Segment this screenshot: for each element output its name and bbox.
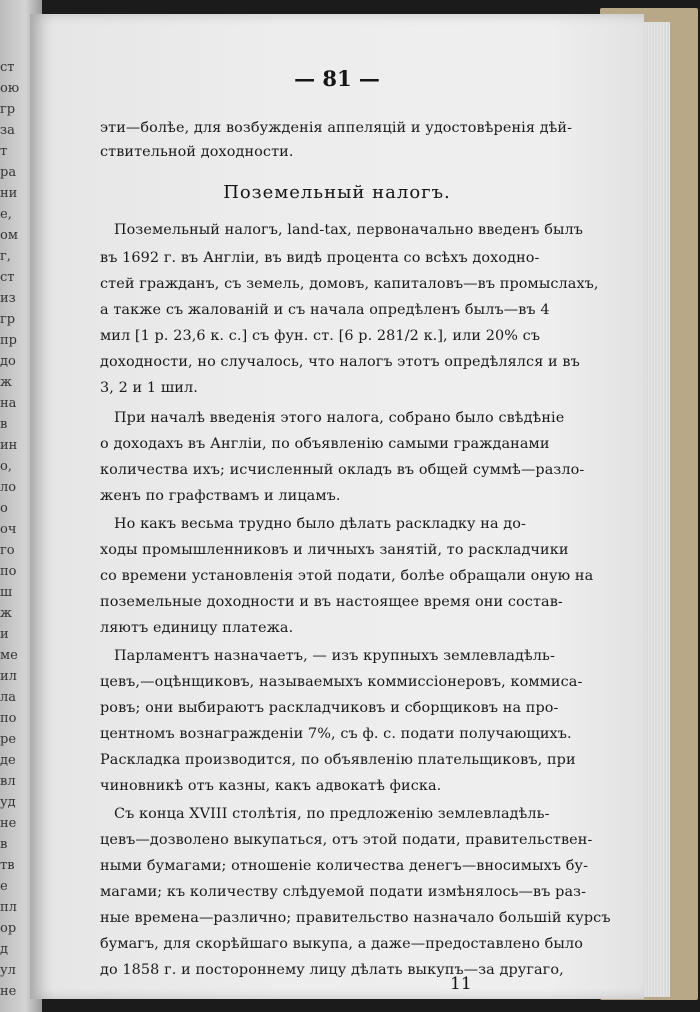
facing-page-fragment: гр [0, 312, 16, 327]
text-line: цевъ—дозволено выкупаться, отъ этой подати, правительствен- [100, 832, 593, 848]
facing-page-fragment: уд [0, 795, 16, 810]
facing-page-fragment: по [0, 564, 17, 579]
facing-page-fragment: ме [0, 648, 18, 663]
facing-page-fragment: оч [0, 522, 17, 537]
facing-page-fragment: де [0, 753, 16, 768]
text-line: магами; къ количеству слѣдуемой подати измѣнялось—въ раз- [100, 884, 587, 900]
facing-page-fragment: тв [0, 858, 15, 873]
text-line: бумагъ, для скорѣйшаго выкупа, а даже—предоставлено было [100, 936, 583, 952]
facing-page-fragment: ш [0, 585, 13, 600]
text-line: цевъ,—оцѣнщиковъ, называемыхъ коммиссіонеровъ, коммиса- [100, 674, 583, 690]
facing-page-fragment: ил [0, 669, 17, 684]
text-line: мил [1 р. 23,6 к. с.] съ фун. ст. [6 р. 281/2 к.], или 20% съ [100, 328, 541, 344]
facing-page-fragment: ж [0, 375, 12, 390]
facing-page-fragment: ра [0, 165, 17, 180]
facing-page-fragment: по [0, 711, 17, 726]
text-line: а также съ жалованій и съ начала опредѣленъ былъ—въ 4 [100, 302, 550, 318]
facing-page-fragment: ул [0, 963, 16, 978]
facing-page-fragment: ст [0, 60, 15, 75]
text-line: ствительной доходности. [100, 144, 294, 160]
text-line: стей гражданъ, съ земель, домовъ, капиталовъ—въ промыслахъ, [100, 276, 599, 292]
text-line: количества ихъ; исчисленный окладъ въ общей суммѣ—разло- [100, 462, 585, 478]
text-line: чиновникѣ отъ казны, какъ адвокатѣ фиска. [100, 778, 442, 794]
text-line: женъ по графствамъ и лицамъ. [100, 488, 341, 504]
facing-page-fragment: за [0, 123, 15, 138]
facing-page-fragment: ло [0, 480, 17, 495]
facing-page-fragment: гр [0, 102, 16, 117]
facing-page-fragment: д [0, 942, 9, 957]
facing-page-fragment: е, [0, 207, 12, 222]
text-line: эти—болѣе, для возбужденія аппеляцій и удостовѣренія дѣй- [100, 120, 573, 136]
facing-page-fragment: о [0, 501, 8, 516]
facing-page-fragment: ом [0, 228, 18, 243]
facing-page-fragment: и [0, 627, 9, 642]
text-line: Поземельный налогъ, land-tax, первоначально введенъ былъ [114, 222, 584, 238]
facing-page-fragment: из [0, 291, 16, 306]
facing-page-fragment: е [0, 879, 8, 894]
text-line: центномъ вознагражденіи 7%, съ ф. с. подати получающихъ. [100, 726, 572, 742]
facing-page-fragment: ла [0, 690, 17, 705]
facing-page-fragment: т [0, 144, 8, 159]
facing-page-fragment: о, [0, 459, 12, 474]
facing-page-fragment: ст [0, 270, 15, 285]
text-line: Но какъ весьма трудно было дѣлать раскладку на до- [114, 516, 526, 532]
facing-page-fragment: пл [0, 900, 17, 915]
facing-page-fragment: г, [0, 249, 11, 264]
facing-page-fragment: го [0, 543, 15, 558]
facing-page-fragment: не [0, 984, 17, 999]
text-line: поземельные доходности и въ настоящее время они состав- [100, 594, 563, 610]
text-line: ляютъ единицу платежа. [100, 620, 294, 636]
section-heading: Поземельный налогъ. [223, 182, 451, 203]
text-line: Парламентъ назначаетъ, — изъ крупныхъ землевладѣль- [114, 648, 555, 664]
text-line: 3, 2 и 1 шил. [100, 380, 198, 396]
facing-page-fragment: до [0, 354, 16, 369]
text-line: ными бумагами; отношеніе количества денегъ—вносимыхъ бу- [100, 858, 589, 874]
text-line: со времени установленія этой подати, болѣе обращали оную на [100, 568, 594, 584]
facing-page-fragment: в [0, 417, 8, 432]
facing-page-fragment: вл [0, 774, 16, 789]
text-line: Раскладка производится, по объявленію плательщиковъ, при [100, 752, 576, 768]
book-page [30, 14, 644, 999]
signature-mark: 11 [450, 974, 472, 994]
text-line: о доходахъ въ Англіи, по объявленію самыми гражданами [100, 436, 550, 452]
facing-page-fragment: пр [0, 333, 17, 348]
facing-page-fragment: ин [0, 438, 18, 453]
page-number: — 81 — [294, 66, 380, 91]
text-line: ные времена—различно; правительство назначало большій курсъ [100, 910, 611, 926]
text-line: доходности, но случалось, что налогъ этотъ опредѣлялся и въ [100, 354, 580, 370]
text-line: до 1858 г. и постороннему лицу дѣлать выкупъ—за другаго, [100, 962, 564, 978]
facing-page-fragment: ни [0, 186, 18, 201]
text-line: въ 1692 г. въ Англіи, въ видѣ процента со всѣхъ доходно- [100, 250, 540, 266]
facing-page-fragment: не [0, 816, 17, 831]
facing-page-fragment: в [0, 837, 8, 852]
text-line: Съ конца XVIII столѣтія, по предложенію землевладѣль- [114, 806, 550, 822]
text-line: ходы промышленниковъ и личныхъ занятій, то раскладчики [100, 542, 569, 558]
text-line: ровъ; они выбираютъ раскладчиковъ и сборщиковъ на про- [100, 700, 559, 716]
facing-page-fragment: ор [0, 921, 17, 936]
facing-page-fragment: ж [0, 606, 12, 621]
text-line: При началѣ введенія этого налога, собрано было свѣдѣніе [114, 410, 565, 426]
facing-page-fragment: ре [0, 732, 17, 747]
facing-page-fragment: ою [0, 81, 20, 96]
facing-page-fragment: на [0, 396, 17, 411]
